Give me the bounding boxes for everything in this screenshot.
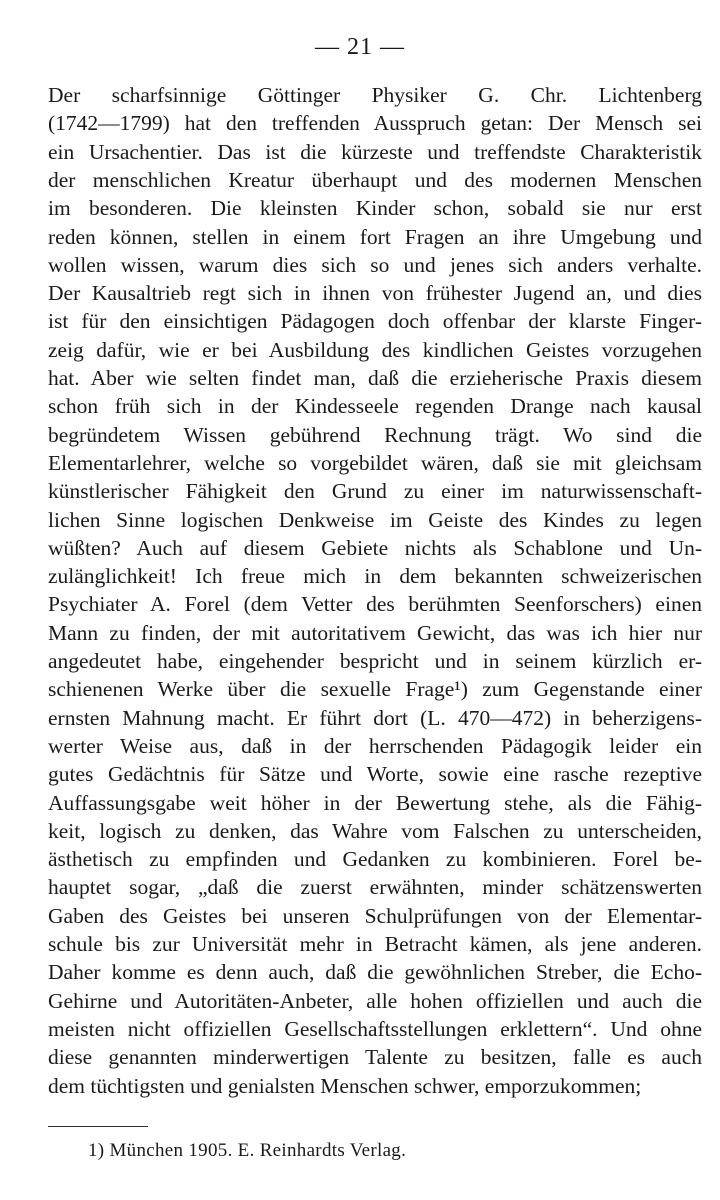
text-line: wüßten? Auch auf diesem Gebiete nichts als Schablone und Un- (48, 535, 702, 560)
text-line: zulänglichkeit! Ich freue mich in dem bekannten schweizerischen (48, 564, 702, 589)
text-line: schule bis zur Universität mehr in Betracht kämen, als jene anderen. (48, 932, 702, 956)
text-line: ernsten Mahnung macht. Er führt dort (L. 470—472) in beherzigens- (48, 705, 702, 730)
text-line: ästhetisch zu empfinden und Gedanken zu kombinieren. Forel be- (48, 847, 702, 872)
text-line: ist für den einsichtigen Pädagogen doch offenbar der klarste Finger- (48, 309, 702, 334)
text-line: (1742—1799) hat den treffenden Ausspruch getan: Der Mensch sei (48, 111, 702, 136)
text-line: Gehirne und Autoritäten-Anbeter, alle hohen offiziellen und auch die (48, 988, 702, 1013)
text-line: Psychiater A. Forel (dem Vetter des berühmten Seenforschers) einen (48, 592, 702, 617)
text-line: hat. Aber wie selten findet man, daß die erzieherische Praxis diesem (48, 366, 702, 390)
text-line: wollen wissen, warum dies sich so und jenes sich anders verhalte. (48, 252, 702, 277)
text-line: Der scharfsinnige Göttinger Physiker G. Chr. Lichtenberg (48, 83, 702, 107)
text-line: keit, logisch zu denken, das Wahre vom Falschen zu unterscheiden, (48, 818, 702, 843)
text-line: der menschlichen Kreatur überhaupt und des modernen Menschen (48, 167, 702, 192)
text-line: gutes Gedächtnis für Sätze und Worte, sowie eine rasche rezeptive (48, 762, 702, 787)
text-line: künstlerischer Fähigkeit den Grund zu einer im naturwissenschaft- (48, 479, 702, 504)
text-line: Gaben des Geistes bei unseren Schulprüfungen von der Elementar- (48, 903, 702, 928)
text-line: werter Weise aus, daß in der herrschenden Pädagogik leider ein (48, 733, 702, 758)
text-line: Auffassungsgabe weit höher in der Bewertung stehe, als die Fähig- (48, 790, 702, 815)
text-line: Daher komme es denn auch, daß die gewöhnlichen Streber, die Echo- (48, 960, 702, 985)
text-line: dem tüchtigsten und genialsten Menschen schwer, emporzukommen; (48, 1073, 642, 1098)
text-line: Der Kausaltrieb regt sich in ihnen von frühester Jugend an, und dies (48, 281, 702, 306)
text-line: diese genannten minderwertigen Talente zu besitzen, falle es auch (48, 1045, 702, 1070)
text-line: hauptet sogar, „daß die zuerst erwähnten, minder schätzenswerten (48, 875, 702, 900)
text-line: ein Ursachentier. Das ist die kürzeste und treffendste Charakteristik (48, 139, 702, 164)
text-line: meisten nicht offiziellen Gesellschaftsstellungen erklettern“. Und ohne (48, 1016, 702, 1041)
text-line: begründetem Wissen gebührend Rechnung trägt. Wo sind die (48, 422, 702, 447)
footnote-divider (48, 1126, 148, 1127)
text-line: Elementarlehrer, welche so vorgebildet wären, daß sie mit gleichsam (48, 450, 702, 475)
text-line: reden können, stellen in einem fort Fragen an ihre Umgebung und (48, 224, 702, 249)
page-number: — 21 — (315, 34, 405, 60)
text-line: Mann zu finden, der mit autoritativem Gewicht, das was ich hier nur (48, 620, 702, 645)
text-line: schon früh sich in der Kindesseele regenden Drange nach kausal (48, 394, 702, 419)
footnote: 1) München 1905. E. Reinhardts Verlag. (88, 1140, 407, 1161)
text-line: angedeutet habe, eingehender bespricht und in seinem kürzlich er- (48, 649, 702, 673)
text-line: schienenen Werke über die sexuelle Frage¹) zum Gegenstande einer (48, 677, 702, 702)
text-line: im besonderen. Die kleinsten Kinder schon, sobald sie nur erst (48, 196, 702, 221)
text-line: lichen Sinne logischen Denkweise im Geiste des Kindes zu legen (48, 507, 702, 532)
text-line: zeig dafür, wie er bei Ausbildung des kindlichen Geistes vorzugehen (48, 337, 702, 362)
